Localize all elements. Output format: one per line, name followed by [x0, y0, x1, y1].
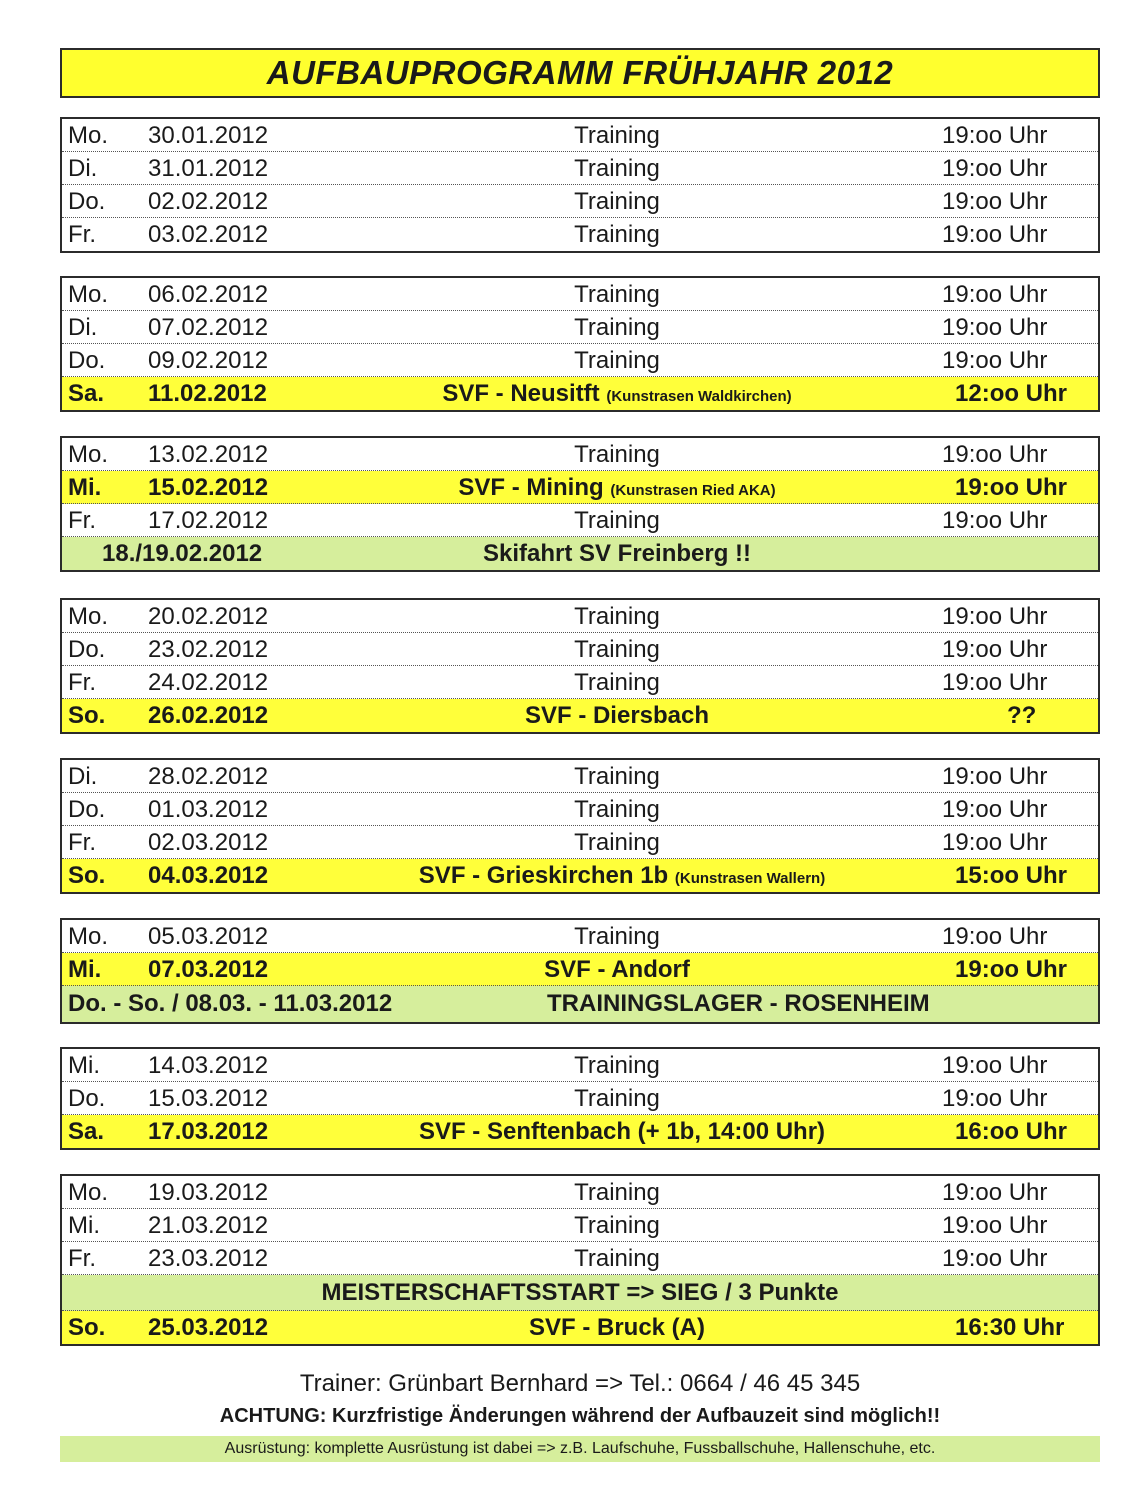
schedule-row — [62, 119, 1098, 152]
week-block — [60, 1174, 1100, 1346]
date: 09.02.2012 — [148, 347, 269, 374]
match-row — [62, 859, 1098, 892]
week-block — [60, 117, 1100, 253]
time: 19:oo Uhr — [942, 314, 1048, 341]
day: Mo. — [68, 281, 109, 308]
day: Fr. — [68, 1245, 96, 1272]
date: 06.02.2012 — [148, 281, 269, 308]
notice-label: ACHTUNG: — [219, 1405, 327, 1427]
date: 20.02.2012 — [148, 603, 269, 630]
date: 04.03.2012 — [148, 862, 269, 889]
time: 19:oo Uhr — [942, 188, 1048, 215]
date: 21.03.2012 — [148, 1212, 269, 1239]
date: 26.02.2012 — [148, 702, 269, 729]
schedule-row — [62, 633, 1098, 666]
page-title: AUFBAUPROGRAMM FRÜHJAHR 2012 — [60, 48, 1100, 98]
event: Training — [574, 603, 660, 630]
time: 19:oo Uhr — [942, 281, 1048, 308]
event: Training — [574, 221, 660, 248]
date: 05.03.2012 — [148, 923, 269, 950]
date: 19.03.2012 — [148, 1179, 269, 1206]
time: 15:oo Uhr — [955, 862, 1068, 889]
schedule-row — [62, 760, 1098, 793]
event-dates: 18./19.02.2012 — [102, 540, 263, 567]
time: 19:oo Uhr — [942, 763, 1048, 790]
match-event — [362, 862, 882, 890]
schedule-row — [62, 344, 1098, 377]
time: ?? — [1007, 702, 1037, 729]
event: Training — [574, 1085, 660, 1112]
date: 07.02.2012 — [148, 314, 269, 341]
schedule-row — [62, 311, 1098, 344]
notice-text: Kurzfristige Änderungen während der Aufbauzeit sind möglich!! — [326, 1405, 941, 1427]
time: 19:oo Uhr — [942, 1085, 1048, 1112]
event: Training — [574, 636, 660, 663]
schedule-row — [62, 438, 1098, 471]
special-event-row — [62, 537, 1098, 570]
time: 19:oo Uhr — [942, 1179, 1048, 1206]
date: 23.03.2012 — [148, 1245, 269, 1272]
time: 19:oo Uhr — [942, 122, 1048, 149]
event: Training — [574, 122, 660, 149]
match-row — [62, 377, 1098, 410]
event: Training — [574, 669, 660, 696]
event: Training — [574, 829, 660, 856]
schedule-row — [62, 1049, 1098, 1082]
schedule-row — [62, 826, 1098, 859]
day: Mo. — [68, 122, 109, 149]
week-block — [60, 598, 1100, 734]
match-event — [392, 380, 842, 408]
date: 03.02.2012 — [148, 221, 269, 248]
day: Fr. — [68, 669, 96, 696]
day: Sa. — [68, 380, 105, 407]
schedule-row — [62, 1209, 1098, 1242]
special-event-row — [62, 1275, 1098, 1311]
date: 24.02.2012 — [148, 669, 269, 696]
venue-note: (Kunstrasen Ried AKA) — [610, 482, 776, 499]
schedule-row — [62, 600, 1098, 633]
date: 23.02.2012 — [148, 636, 269, 663]
day: Do. — [68, 796, 106, 823]
event-dates: Do. - So. / 08.03. - 11.03.2012 — [68, 990, 393, 1017]
day: So. — [68, 1314, 106, 1341]
time: 19:oo Uhr — [942, 1212, 1048, 1239]
event: Training — [574, 1179, 660, 1206]
event: Training — [574, 281, 660, 308]
day: Mo. — [68, 441, 109, 468]
day: Do. — [68, 1085, 106, 1112]
day: Mi. — [68, 1052, 100, 1079]
time: 19:oo Uhr — [955, 956, 1068, 983]
event: Training — [574, 507, 660, 534]
match-row — [62, 1311, 1098, 1344]
match-title: SVF - Grieskirchen 1b — [418, 862, 669, 889]
day: Mi. — [68, 1212, 100, 1239]
date: 30.01.2012 — [148, 122, 269, 149]
date: 25.03.2012 — [148, 1314, 269, 1341]
venue-note: (Kunstrasen Waldkirchen) — [606, 388, 792, 405]
match-row — [62, 1115, 1098, 1148]
match-row — [62, 699, 1098, 732]
time: 19:oo Uhr — [942, 347, 1048, 374]
week-block — [60, 436, 1100, 572]
notice — [60, 1405, 1100, 1428]
event: Training — [574, 923, 660, 950]
day: Di. — [68, 763, 98, 790]
day: Do. — [68, 636, 106, 663]
trainer-contact: Trainer: Grünbart Bernhard => Tel.: 0664 / 46 45 345 — [299, 1370, 861, 1397]
schedule-row — [62, 793, 1098, 826]
schedule-row — [62, 152, 1098, 185]
event: Training — [574, 155, 660, 182]
match-title: SVF - Senftenbach (+ 1b, 14:00 Uhr) — [418, 1118, 826, 1145]
date: 07.03.2012 — [148, 956, 269, 983]
day: So. — [68, 862, 106, 889]
time: 19:oo Uhr — [942, 155, 1048, 182]
event: MEISTERSCHAFTSSTART => SIEG / 3 Punkte — [321, 1279, 839, 1306]
time: 19:oo Uhr — [942, 221, 1048, 248]
match-event — [392, 474, 842, 502]
event: Training — [574, 1212, 660, 1239]
time: 19:oo Uhr — [942, 507, 1048, 534]
time: 19:oo Uhr — [942, 669, 1048, 696]
date: 14.03.2012 — [148, 1052, 269, 1079]
day: Fr. — [68, 221, 96, 248]
date: 11.02.2012 — [148, 380, 267, 407]
match-row — [62, 953, 1098, 986]
venue-note: (Kunstrasen Wallern) — [674, 870, 826, 887]
date: 15.03.2012 — [148, 1085, 269, 1112]
date: 15.02.2012 — [148, 474, 269, 501]
day: Fr. — [68, 507, 96, 534]
equipment-note: Ausrüstung: komplette Ausrüstung ist dabei => z.B. Laufschuhe, Fussballschuhe, Hallenschuhe, etc. — [60, 1436, 1100, 1462]
event: Training — [574, 188, 660, 215]
match-title: SVF - Bruck (A) — [528, 1314, 705, 1341]
day: So. — [68, 702, 106, 729]
event: Training — [574, 1052, 660, 1079]
day: Do. — [68, 188, 106, 215]
time: 19:oo Uhr — [942, 923, 1048, 950]
time: 19:oo Uhr — [942, 441, 1048, 468]
schedule-row — [62, 1242, 1098, 1275]
schedule-row — [62, 920, 1098, 953]
week-block — [60, 276, 1100, 412]
event: Training — [574, 347, 660, 374]
time: 19:oo Uhr — [942, 829, 1048, 856]
schedule-row — [62, 185, 1098, 218]
event: Training — [574, 441, 660, 468]
date: 02.02.2012 — [148, 188, 269, 215]
schedule-row — [62, 1082, 1098, 1115]
date: 31.01.2012 — [148, 155, 269, 182]
day: Sa. — [68, 1118, 105, 1145]
date: 01.03.2012 — [148, 796, 269, 823]
time: 19:oo Uhr — [942, 796, 1048, 823]
day: Mo. — [68, 603, 109, 630]
week-block — [60, 758, 1100, 894]
schedule-row — [62, 504, 1098, 537]
schedule-row — [62, 278, 1098, 311]
event: Training — [574, 796, 660, 823]
event: Training — [574, 1245, 660, 1272]
week-block — [60, 918, 1100, 1024]
time: 19:oo Uhr — [942, 603, 1048, 630]
date: 17.02.2012 — [148, 507, 269, 534]
time: 19:oo Uhr — [942, 1052, 1048, 1079]
time: 16:oo Uhr — [955, 1118, 1068, 1145]
schedule-row — [62, 1176, 1098, 1209]
time: 12:oo Uhr — [955, 380, 1068, 407]
day: Di. — [68, 314, 98, 341]
date: 13.02.2012 — [148, 441, 269, 468]
schedule-row — [62, 666, 1098, 699]
day: Mo. — [68, 923, 109, 950]
week-block — [60, 1047, 1100, 1150]
date: 02.03.2012 — [148, 829, 269, 856]
match-title: SVF - Diersbach — [524, 702, 710, 729]
match-title: SVF - Mining — [458, 474, 604, 501]
time: 19:oo Uhr — [942, 636, 1048, 663]
special-event-row — [62, 986, 1098, 1022]
day: Fr. — [68, 829, 96, 856]
day: Mo. — [68, 1179, 109, 1206]
match-title: SVF - Andorf — [544, 956, 690, 983]
match-title: SVF - Neusitft — [442, 380, 600, 407]
time: 16:30 Uhr — [955, 1314, 1065, 1341]
day: Mi. — [68, 956, 102, 983]
day: Mi. — [68, 474, 102, 501]
event: Training — [574, 763, 660, 790]
date: 17.03.2012 — [148, 1118, 269, 1145]
match-row — [62, 471, 1098, 504]
day: Di. — [68, 155, 98, 182]
time: 19:oo Uhr — [942, 1245, 1048, 1272]
day: Do. — [68, 347, 106, 374]
event: TRAININGSLAGER - ROSENHEIM — [547, 990, 930, 1017]
date: 28.02.2012 — [148, 763, 269, 790]
event: Skifahrt SV Freinberg !! — [482, 540, 752, 567]
time: 19:oo Uhr — [955, 474, 1068, 501]
event: Training — [574, 314, 660, 341]
schedule-row — [62, 218, 1098, 251]
